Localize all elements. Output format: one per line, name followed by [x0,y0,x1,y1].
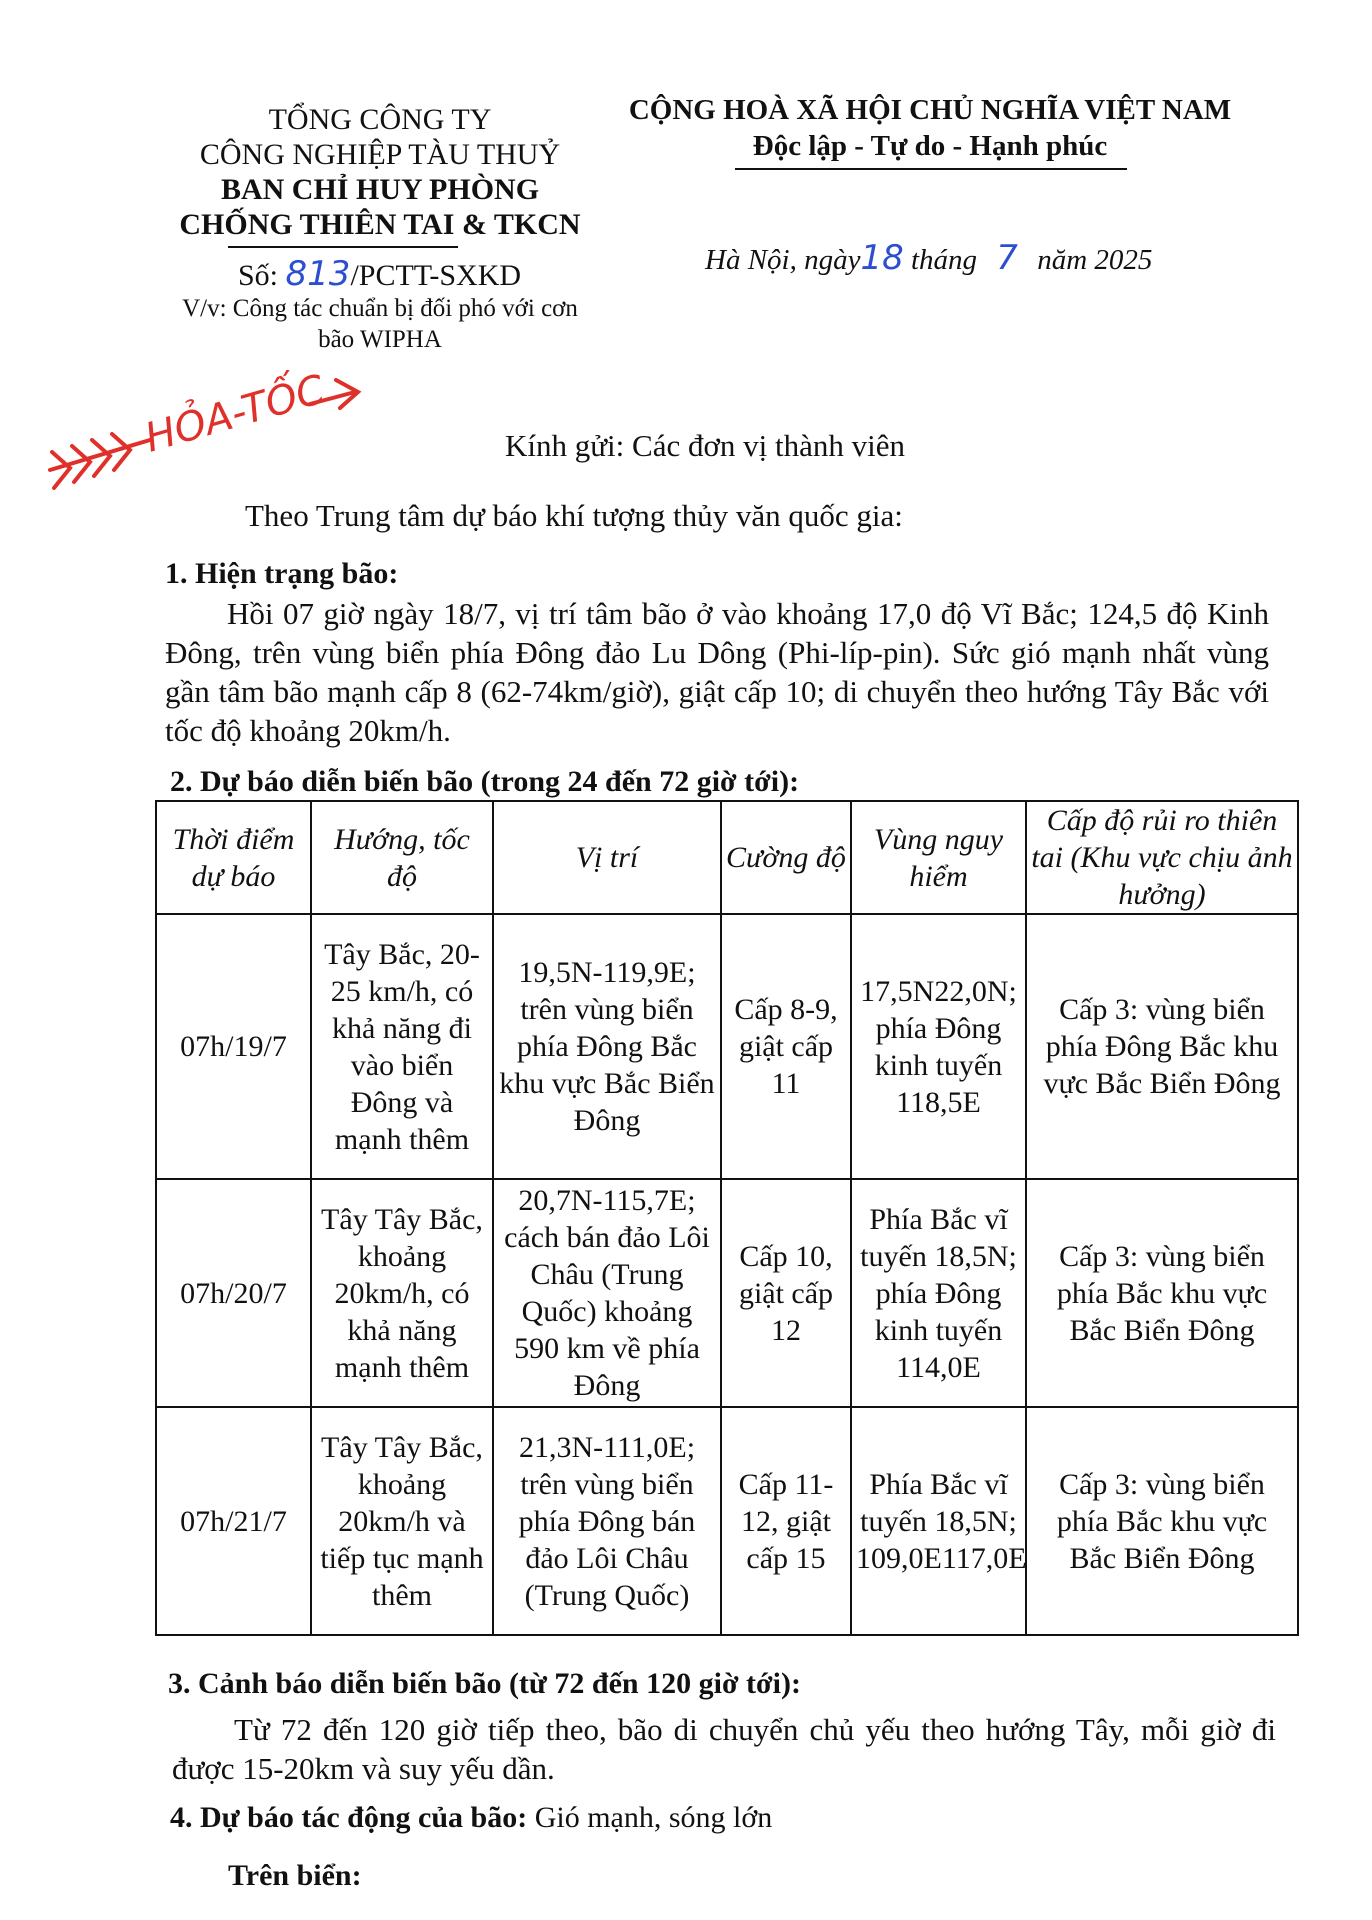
cell-intensity: Cấp 8-9, giật cấp 11 [721,914,851,1179]
section2-heading: 2. Dự báo diễn biến bão (trong 24 đến 72 giờ tới): [170,765,800,798]
number-label: Số: [238,259,279,292]
cell-position: 20,7N-115,7E; cách bán đảo Lôi Châu (Trung Quốc) khoảng 590 km về phía Đông [493,1179,721,1407]
cell-time: 07h/21/7 [156,1407,311,1635]
header-position: Vị trí [493,801,721,914]
table-row [156,914,1298,1179]
date-year: năm 2025 [1037,244,1153,276]
section3-text: Từ 72 đến 120 giờ tiếp theo, bão di chuyển chủ yếu theo hướng Tây, mỗi giờ đi được 15-20km và suy yếu dần. [172,1712,1276,1786]
cell-risk-level: Cấp 3: vùng biển phía Đông Bắc khu vực Bắc Biển Đông [1026,914,1298,1179]
date-line [705,240,1305,278]
header-intensity: Cường độ [721,801,851,914]
national-title: CỘNG HOÀ XÃ HỘI CHỦ NGHĨA VIỆT NAM [628,94,1232,126]
cell-risk-level: Cấp 3: vùng biển phía Bắc khu vực Bắc Biển Đông [1026,1179,1298,1407]
subject-line1: V/v: Công tác chuẩn bị đối phó với cơn [182,295,578,322]
section1-text: Hồi 07 giờ ngày 18/7, vị trí tâm bão ở vào khoảng 17,0 độ Vĩ Bắc; 124,5 độ Kinh Đông, trên vùng biển phía Đông đảo Lu Dông (Phi-líp-pin). Sức gió mạnh nhất vùng gần tâm bão mạnh cấp 8 (62-74km/giờ), giật cấp 10; di chuyển theo hướng Tây Bắc với tốc độ khoảng 20km/h. [165,596,1269,748]
urgent-stamp [40,370,380,510]
date-month: 7 [996,238,1018,278]
org-unit-line1: BAN CHỈ HUY PHÒNG [220,173,540,206]
cell-intensity: Cấp 11-12, giật cấp 15 [721,1407,851,1635]
table-row [156,1407,1298,1635]
cell-intensity: Cấp 10, giật cấp 12 [721,1179,851,1407]
section4-text: Gió mạnh, sóng lớn [527,1801,773,1834]
cell-direction: Tây Tây Bắc, khoảng 20km/h, có khả năng mạnh thêm [311,1179,493,1407]
section1-heading: 1. Hiện trạng bão: [165,557,399,590]
subject-line2: bão WIPHA [318,326,442,353]
date-day: 18 [860,238,904,278]
recipient: Kính gửi: Các đơn vị thành viên [505,428,905,463]
cell-direction: Tây Tây Bắc, khoảng 20km/h và tiếp tục mạnh thêm [311,1407,493,1635]
section3-heading: 3. Cảnh báo diễn biến bão (từ 72 đến 120 giờ tới): [168,1667,801,1700]
national-motto: Độc lập - Tự do - Hạnh phúc [752,130,1108,162]
arrow-stamp-icon [40,370,380,510]
section4-line [170,1800,772,1836]
cell-danger-zone: 17,5N22,0N; phía Đông kinh tuyến 118,5E [851,914,1026,1179]
table-row [156,1179,1298,1407]
cell-direction: Tây Bắc, 20- 25 km/h, có khả năng đi vào biển Đông và mạnh thêm [311,914,493,1179]
section4-heading: 4. Dự báo tác động của bão: [170,1801,528,1834]
header-direction-speed: Hướng, tốc độ [311,801,493,914]
motto-underline [735,168,1127,170]
cell-risk-level: Cấp 3: vùng biển phía Bắc khu vực Bắc Biển Đông [1026,1407,1298,1635]
org-parent: TỔNG CÔNG TY [268,103,492,136]
section4-sub: Trên biển: [228,1859,362,1892]
document-number [238,256,618,294]
cell-danger-zone: Phía Bắc vĩ tuyến 18,5N; 109,0E117,0E [851,1407,1026,1635]
cell-time: 07h/20/7 [156,1179,311,1407]
number-code: /PCTT-SXKD [350,259,522,292]
cell-danger-zone: Phía Bắc vĩ tuyến 18,5N; phía Đông kinh tuyến 114,0E [851,1179,1026,1407]
forecast-table [155,800,1299,1636]
intro-text: Theo Trung tâm dự báo khí tượng thủy văn quốc gia: [245,498,903,533]
date-place: Hà Nội, ngày [705,244,861,276]
date-month-label: tháng [910,244,978,276]
table-header-row [156,801,1298,914]
org-underline [228,246,458,248]
header-time: Thời điểm dự báo [156,801,311,914]
org-unit-line2: CHỐNG THIÊN TAI & TKCN [179,208,581,241]
cell-position: 19,5N-119,9E; trên vùng biển phía Đông Bắc khu vực Bắc Biển Đông [493,914,721,1179]
org-company: CÔNG NGHIỆP TÀU THUỶ [199,138,561,171]
number-handwritten: 813 [285,254,351,294]
cell-time: 07h/19/7 [156,914,311,1179]
cell-position: 21,3N-111,0E; trên vùng biển phía Đông bán đảo Lôi Châu (Trung Quốc) [493,1407,721,1635]
header-danger-zone: Vùng nguy hiểm [851,801,1026,914]
header-risk-level: Cấp độ rủi ro thiên tai (Khu vực chịu ảnh hưởng) [1026,801,1298,914]
stamp-text: HỎA-TỐC [140,370,330,462]
